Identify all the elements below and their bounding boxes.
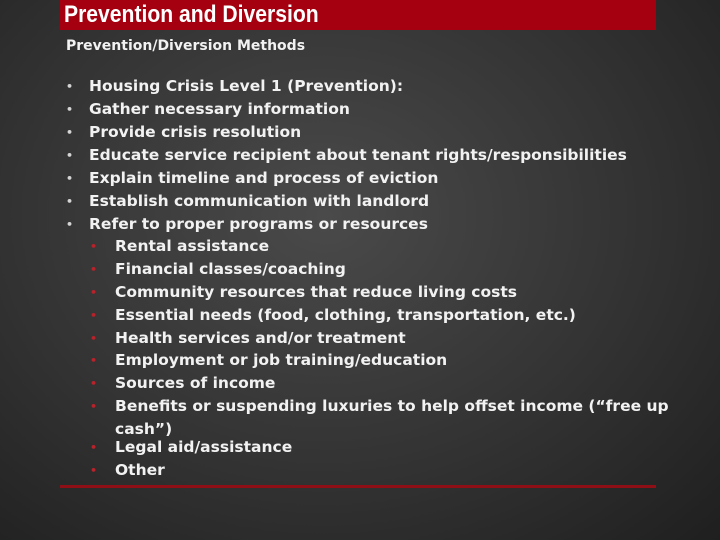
- title-bar: [60, 0, 656, 30]
- bullet-icon: •: [66, 126, 74, 139]
- bullet-icon: •: [66, 172, 74, 185]
- sub-list-item-text: Rental assistance: [115, 237, 270, 255]
- bullet-icon: •: [66, 149, 74, 162]
- bullet-icon: •: [90, 309, 98, 322]
- bullet-icon: •: [90, 377, 98, 390]
- sub-list-item-text: Essential needs (food, clothing, transportation, etc.): [115, 306, 576, 324]
- list-item-text: Gather necessary information: [89, 100, 350, 118]
- sub-list-item-text: Financial classes/coaching: [115, 260, 346, 278]
- bullet-icon: •: [90, 332, 98, 345]
- bottom-divider: [60, 485, 656, 488]
- list-item-text: Establish communication with landlord: [89, 192, 430, 210]
- list-item-text: Provide crisis resolution: [89, 123, 302, 141]
- bullet-icon: •: [66, 218, 74, 231]
- list-item-text: Explain timeline and process of eviction: [89, 169, 439, 187]
- slide-title: Prevention and Diversion: [64, 1, 319, 28]
- sub-list-item-text: Sources of income: [115, 374, 276, 392]
- bullet-icon: •: [66, 195, 74, 208]
- list-item-text: Educate service recipient about tenant rights/responsibilities: [89, 146, 627, 164]
- sub-list-item-text: Other: [115, 461, 165, 479]
- bullet-icon: •: [66, 103, 74, 116]
- bullet-icon: •: [90, 286, 98, 299]
- list-item-text: Refer to proper programs or resources: [89, 215, 428, 233]
- sub-list-item-text: Community resources that reduce living costs: [115, 283, 518, 301]
- sub-list-item-text: Employment or job training/education: [115, 351, 448, 369]
- bullet-icon: •: [90, 240, 98, 253]
- bullet-icon: •: [90, 464, 98, 477]
- bullet-icon: •: [66, 80, 74, 93]
- sub-list-item-text: Health services and/or treatment: [115, 329, 406, 347]
- bullet-icon: •: [90, 354, 98, 367]
- list-item-text: Housing Crisis Level 1 (Prevention):: [89, 77, 404, 95]
- sub-list-item-text: Benefits or suspending luxuries to help offset income (“free up cash”): [115, 397, 669, 438]
- sub-list-item-text: Legal aid/assistance: [115, 438, 293, 456]
- bullet-icon: •: [90, 441, 98, 454]
- slide-subtitle: Prevention/Diversion Methods: [66, 38, 306, 54]
- bullet-icon: •: [90, 263, 98, 276]
- bullet-icon: •: [90, 400, 98, 413]
